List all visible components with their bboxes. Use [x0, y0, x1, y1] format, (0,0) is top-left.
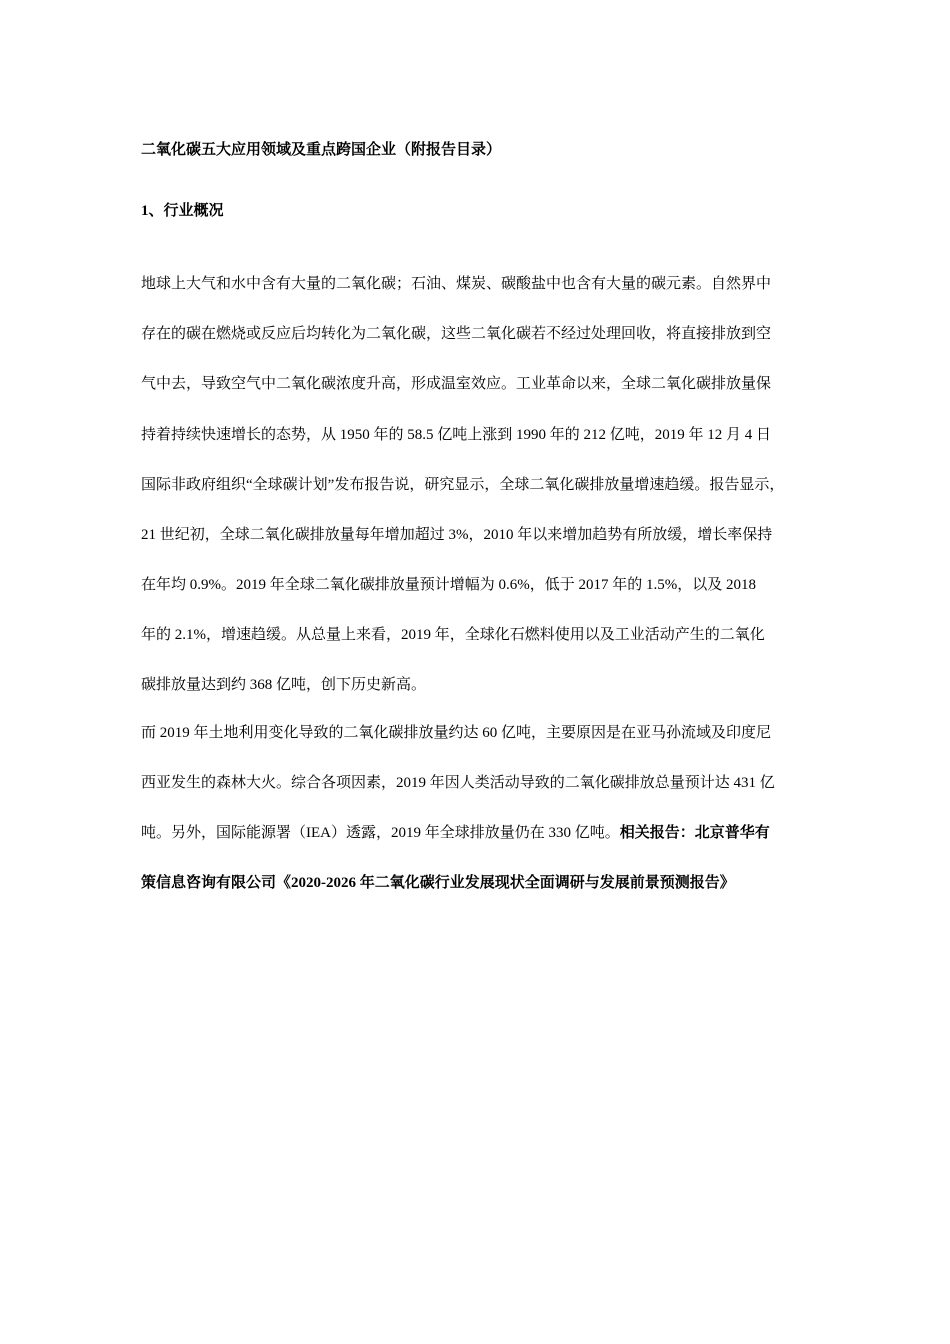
section-heading: 1、行业概况 — [141, 203, 224, 219]
paragraph-line: 年的 2.1%，增速趋缓。从总量上来看，2019 年，全球化石燃料使用以及工业活动产生的二氧化 — [141, 627, 765, 643]
paragraph-line: 气中去，导致空气中二氧化碳浓度升高，形成温室效应。工业革命以来，全球二氧化碳排放量保 — [141, 376, 772, 392]
document-title: 二氧化碳五大应用领域及重点跨国企业（附报告目录） — [141, 142, 502, 158]
paragraph-line: 21 世纪初，全球二氧化碳排放量每年增加超过 3%，2010 年以来增加趋势有所放缓，增长率保持 — [141, 527, 773, 543]
paragraph-line: 国际非政府组织“全球碳计划”发布报告说，研究显示，全球二氧化碳排放量增速趋缓。报告显示， — [141, 477, 785, 493]
paragraph-line — [141, 822, 770, 844]
related-report-label: 相关报告：北京普华有 — [619, 825, 770, 841]
paragraph-line: 而 2019 年土地利用变化导致的二氧化碳排放量约达 60 亿吨，主要原因是在亚马孙流域及印度尼 — [141, 725, 772, 741]
paragraph-line: 存在的碳在燃烧或反应后均转化为二氧化碳，这些二氧化碳若不经过处理回收，将直接排放到空 — [141, 326, 772, 342]
paragraph-line: 西亚发生的森林大火。综合各项因素，2019 年因人类活动导致的二氧化碳排放总量预计达 431 亿 — [141, 775, 775, 791]
paragraph-line: 碳排放量达到约 368 亿吨，创下历史新高。 — [141, 677, 427, 693]
paragraph-line: 持着持续快速增长的态势，从 1950 年的 58.5 亿吨上涨到 1990 年的 212 亿吨，2019 年 12 月 4 日 — [141, 427, 772, 443]
related-report-title: 策信息咨询有限公司《2020-2026 年二氧化碳行业发展现状全面调研与发展前景预测报告》 — [141, 875, 735, 891]
paragraph-line: 地球上大气和水中含有大量的二氧化碳；石油、煤炭、碳酸盐中也含有大量的碳元素。自然界中 — [141, 276, 772, 292]
paragraph-text: 吨。另外，国际能源署（IEA）透露，2019 年全球排放量仍在 330 亿吨。 — [141, 825, 620, 841]
paragraph-line: 在年均 0.9%。2019 年全球二氧化碳排放量预计增幅为 0.6%，低于 2017 年的 1.5%，以及 2018 — [141, 577, 756, 593]
